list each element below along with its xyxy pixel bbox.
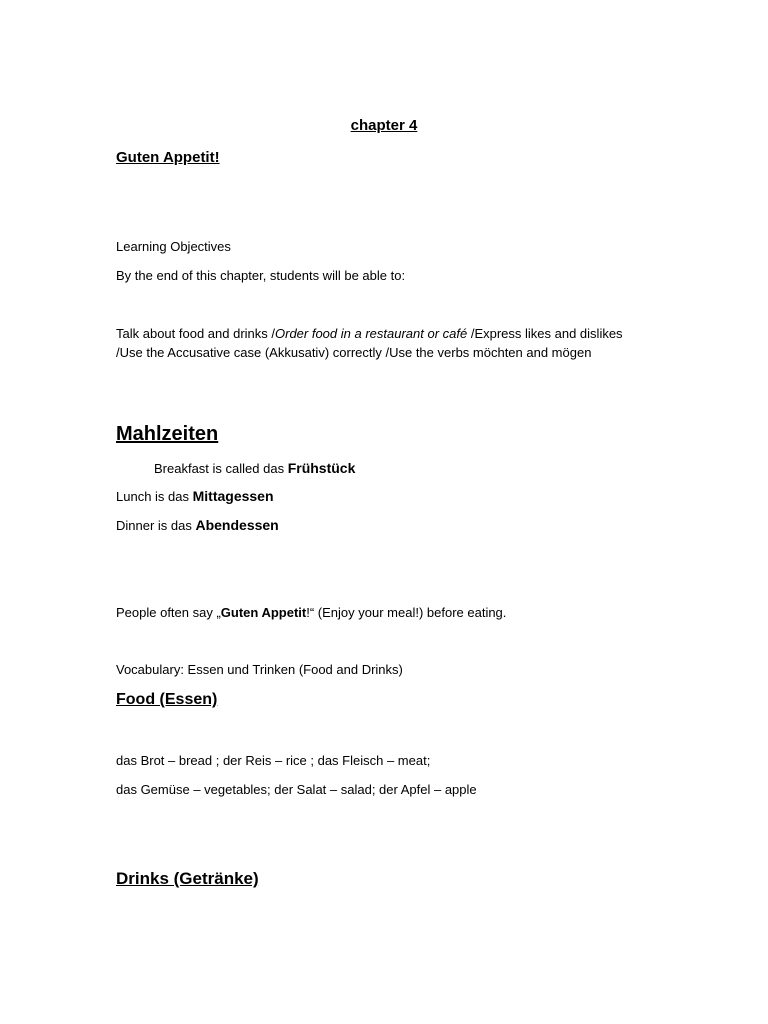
objectives-part2: Order food in a restaurant or café: [275, 326, 468, 341]
saying-bold: Guten Appetit: [220, 605, 307, 620]
dinner-prefix: Dinner is das: [116, 518, 196, 533]
objectives-intro: By the end of this chapter, students will be able to:: [116, 268, 406, 283]
lunch-word: Mittagessen: [192, 488, 274, 504]
dinner-word: Abendessen: [195, 517, 279, 533]
meals-heading-line: [116, 421, 218, 447]
breakfast-word: Frühstück: [287, 460, 356, 476]
breakfast-line: [116, 459, 355, 478]
drinks-heading: Drinks (Getränke): [116, 869, 259, 888]
objectives-part3: /Express likes and dislikes /Use the Accusative case (Akkusativ) correctly /Use the verbs möchten and mögen: [116, 326, 623, 360]
meals-heading: Mahlzeiten: [116, 423, 219, 445]
objectives-title: Learning Objectives: [116, 239, 231, 254]
saying-line: [116, 603, 506, 622]
chapter-title: chapter 4: [350, 117, 418, 134]
food-line-1: das Brot – bread ; der Reis – rice ; das Fleisch – meat;: [116, 753, 431, 768]
dinner-line: [116, 516, 279, 537]
saying-prefix: People often say „: [116, 605, 221, 620]
chapter-heading: Guten Appetit!: [116, 149, 220, 166]
objectives-list: [116, 324, 646, 362]
vocabulary-title: Vocabulary: Essen und Trinken (Food and Drinks): [116, 662, 403, 677]
lunch-prefix: Lunch is das: [116, 489, 193, 504]
objectives-part1: Talk about food and drinks /: [116, 326, 275, 341]
saying-suffix: !“ (Enjoy your meal!) before eating.: [306, 605, 507, 620]
lunch-line: [116, 487, 274, 508]
food-line-2: das Gemüse – vegetables; der Salat – salad; der Apfel – apple: [116, 782, 477, 797]
breakfast-prefix: Breakfast is called das: [154, 461, 288, 476]
food-heading: Food (Essen): [116, 691, 218, 708]
